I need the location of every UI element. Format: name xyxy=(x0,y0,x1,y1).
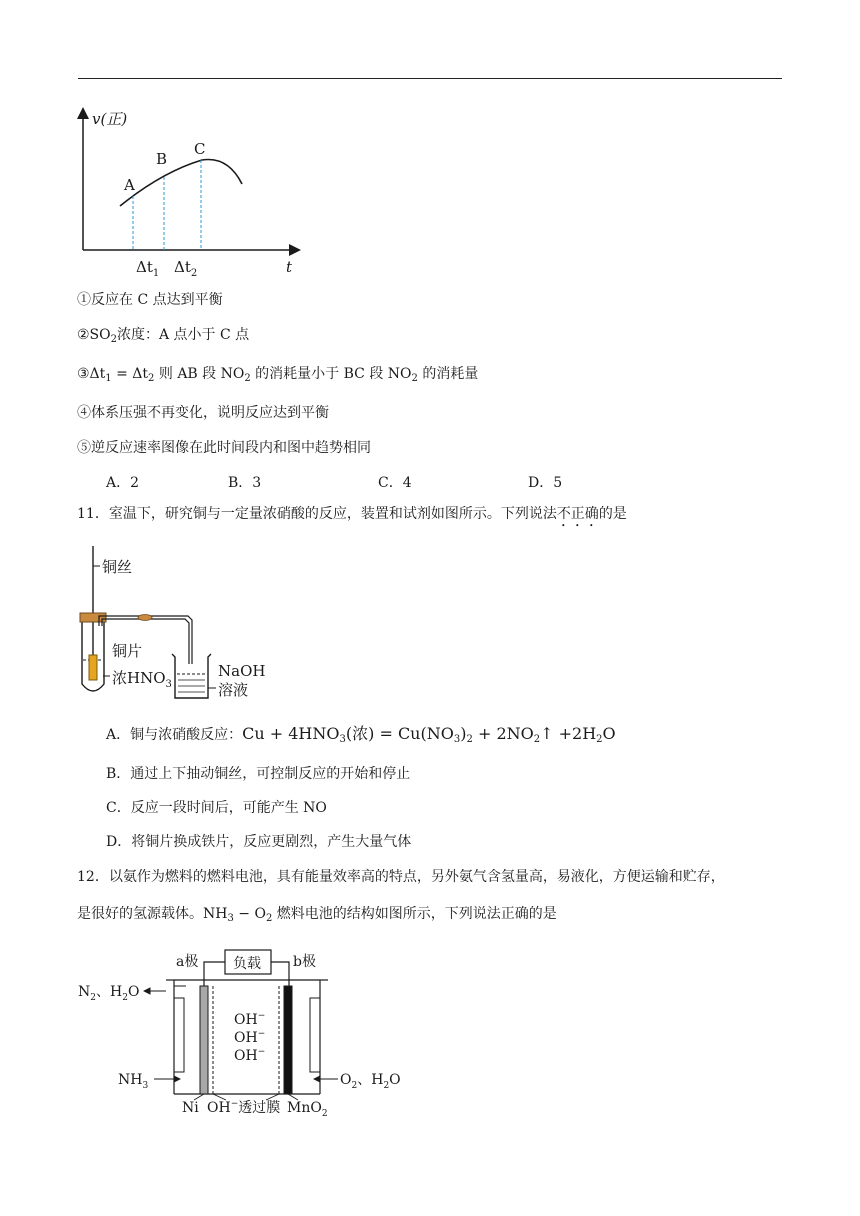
point-a-label: A xyxy=(124,176,135,194)
a-electrode xyxy=(200,986,208,1094)
svg-text:Δt2 xyxy=(174,258,197,279)
q10-option-a[interactable]: A．2 xyxy=(106,475,140,491)
copper-sheet-label: 铜片 xyxy=(112,642,143,660)
dt1-sub: 1 xyxy=(152,268,160,279)
copper-nitric-apparatus xyxy=(70,540,280,702)
load-label: 负载 xyxy=(233,956,261,972)
q11-emphasis: 不正确 xyxy=(556,506,599,522)
right-inlet-label: O xyxy=(340,1072,352,1088)
statement-1: ①反应在 C 点达到平衡 xyxy=(77,292,223,308)
svg-text:OH−透过膜: OH−透过膜 xyxy=(207,1099,281,1116)
ni-label: Ni xyxy=(182,1100,199,1116)
statement-4: ④体系压强不再变化，说明反应达到平衡 xyxy=(77,405,329,421)
q10-option-c[interactable]: C．4 xyxy=(378,475,412,491)
q12-stem-line2: 是很好的氢源载体。$NH_3 - O_2$ 燃料电池的结构如图所示，下列说法正确的是 xyxy=(77,906,557,924)
a-electrode-label: a极 xyxy=(176,954,199,970)
statement-5: ⑤逆反应速率图像在此时间段内和图中趋势相同 xyxy=(77,440,371,456)
x-axis-label: t xyxy=(286,258,293,276)
q11-option-c[interactable]: C．反应一段时间后，可能产生 NO xyxy=(106,800,327,816)
svg-text:OH−: OH− xyxy=(234,1011,266,1028)
q11-option-d[interactable]: D．将铜片换成铁片，反应更剧烈，产生大量气体 xyxy=(106,834,412,850)
q10-option-d[interactable]: D．5 xyxy=(528,475,563,491)
rate-curve xyxy=(120,160,242,207)
q11-stem: 11．室温下，研究铜与一定量浓硝酸的反应，装置和试剂如图所示。下列说法不正确的是 xyxy=(77,506,627,522)
dt2-label: Δt xyxy=(174,258,191,276)
b-electrode xyxy=(284,986,292,1094)
point-c-label: C xyxy=(194,140,206,158)
svg-text:v(正) xyxy=(92,110,127,128)
svg-text:MnO2: MnO$_2$ xyxy=(287,1100,328,1119)
rubber-connector xyxy=(138,615,152,621)
solution-label: 溶液 xyxy=(218,681,249,699)
q11-option-b[interactable]: B．通过上下抽动铜丝，可控制反应的开始和停止 xyxy=(106,766,411,782)
svg-text:N2、H2O: $N_2$、$H_2O$ xyxy=(78,984,140,1003)
ion-2: OH xyxy=(234,1030,258,1046)
svg-text:浓HNO3: 浓$HNO_3$ xyxy=(112,669,172,690)
svg-text:OH−: OH− xyxy=(234,1047,266,1064)
b-electrode-label: b极 xyxy=(293,954,316,970)
statement-2: $②SO_2$浓度：A 点小于 C 点 xyxy=(77,327,250,345)
copper-sheet xyxy=(89,655,97,680)
dt1-label: Δt xyxy=(136,258,153,276)
dt2-sub: 2 xyxy=(190,268,198,279)
left-outlet-label: N xyxy=(78,984,91,1000)
fuel-cell-diagram xyxy=(76,944,416,1119)
left-inlet-label: NH xyxy=(118,1072,143,1088)
y-axis-label: v(正) xyxy=(92,110,128,128)
svg-text:Δt1 xyxy=(136,258,159,279)
rate-time-graph xyxy=(70,104,310,280)
membrane-label: OH xyxy=(207,1100,231,1116)
statement-3: $③\Delta t_1 = \Delta t_2$ 则 AB 段 $NO_2$ 的消耗量小于 BC 段 $NO_2$ 的消耗量 xyxy=(77,366,479,384)
svg-text:O2、H2O: $O_2$、$H_2O$ xyxy=(340,1072,401,1091)
acid-label: 浓HNO xyxy=(112,669,166,687)
ion-3: OH xyxy=(234,1048,258,1064)
mno2-label: MnO xyxy=(287,1100,322,1116)
ion-1: OH xyxy=(234,1012,258,1028)
svg-text:OH−: OH− xyxy=(234,1029,266,1046)
q11-option-a[interactable]: A．铜与浓硝酸反应：$Cu + 4HNO_3$(浓) = $Cu(NO_3)_2$ + $2NO_2↑ +2H_2O$ xyxy=(106,724,616,745)
q10-option-b[interactable]: B．3 xyxy=(228,475,262,491)
naoh-label: NaOH xyxy=(218,662,266,680)
svg-text:NH3: $NH_3$ xyxy=(118,1072,149,1091)
header-rule xyxy=(78,78,782,79)
q12-stem-line1: 12．以氨作为燃料的燃料电池，具有能量效率高的特点，另外氨气含氢量高，易液化，方便运输和贮存， xyxy=(77,869,725,885)
copper-wire-label: 铜丝 xyxy=(102,558,133,576)
point-b-label: B xyxy=(156,150,168,168)
